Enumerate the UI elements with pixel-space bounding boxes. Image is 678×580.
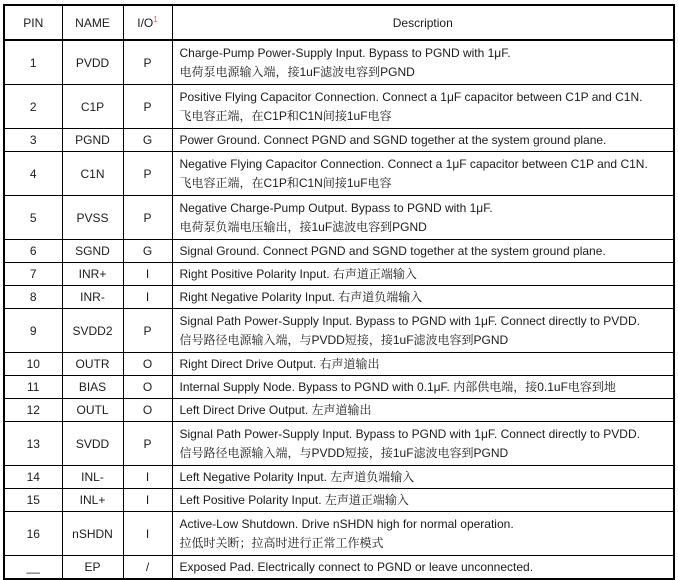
pin-cell: 6: [4, 240, 62, 263]
table-row: [4, 286, 674, 309]
description-line: 飞电容正端，在C1P和C1N间接1uF电容: [179, 175, 392, 190]
description-line: Left Positive Polarity Input. 左声道正端输入: [179, 492, 409, 507]
pin-cell: 13: [4, 422, 62, 466]
name-cell: INL-: [62, 466, 123, 489]
name-cell: BIAS: [62, 376, 123, 399]
name-cell: SGND: [62, 240, 123, 263]
io-cell: O: [123, 399, 172, 422]
table-row: [4, 376, 674, 399]
description-line: Right Direct Drive Output. 右声道输出: [179, 356, 380, 371]
pin-cell: 9: [4, 309, 62, 353]
table-row: [4, 512, 674, 556]
name-cell: PVDD: [62, 40, 123, 85]
description-line: Left Negative Polarity Input. 左声道负端输入: [179, 469, 415, 484]
table-row: [4, 489, 674, 512]
pin-cell: 7: [4, 263, 62, 286]
table-row: [4, 196, 674, 240]
description-line: 信号路径电源输入端，与PVDD短接，接1uF滤波电容到PGND: [179, 445, 509, 460]
description-cell: [172, 489, 674, 512]
pin-cell: 15: [4, 489, 62, 512]
description-cell: [172, 399, 674, 422]
description-cell: [172, 152, 674, 196]
name-cell: SVDD: [62, 422, 123, 466]
pin-cell: 14: [4, 466, 62, 489]
io-cell: O: [123, 376, 172, 399]
description-line: 电荷泵负端电压输出，接1uF滤波电容到PGND: [179, 219, 427, 234]
name-cell: INR-: [62, 286, 123, 309]
table-body: [4, 40, 674, 579]
description-cell: [172, 196, 674, 240]
description-line: Power Ground. Connect PGND and SGND together at the system ground plane.: [179, 132, 607, 147]
table-row: [4, 85, 674, 129]
pin-description-table: [3, 4, 675, 580]
description-line: Signal Path Power-Supply Input. Bypass to PGND with 1μF. Connect directly to PVDD.: [179, 313, 640, 328]
io-cell: I: [123, 286, 172, 309]
description-line: Signal Path Power-Supply Input. Bypass to PGND with 1μF. Connect directly to PVDD.: [179, 426, 640, 441]
description-cell: [172, 422, 674, 466]
name-cell: C1P: [62, 85, 123, 129]
description-cell: [172, 263, 674, 286]
col-header-description: [172, 5, 674, 40]
table-row: [4, 399, 674, 422]
name-cell: EP: [62, 556, 123, 580]
col-header-pin-label: PIN: [23, 15, 44, 30]
description-line: Right Negative Polarity Input. 右声道负端输入: [179, 289, 423, 304]
name-cell: nSHDN: [62, 512, 123, 556]
pin-cell: __: [4, 556, 62, 580]
header-row: [4, 5, 674, 40]
io-cell: I: [123, 466, 172, 489]
description-cell: [172, 466, 674, 489]
description-cell: [172, 85, 674, 129]
io-cell: /: [123, 556, 172, 580]
io-cell: P: [123, 309, 172, 353]
name-cell: INL+: [62, 489, 123, 512]
description-line: 电荷泵电源输入端，接1uF滤波电容到PGND: [179, 64, 415, 79]
pin-cell: 3: [4, 129, 62, 152]
description-line: Positive Flying Capacitor Connection. Connect a 1μF capacitor between C1P and C1N.: [179, 89, 643, 104]
table-header: [4, 5, 674, 40]
io-footnote-marker: 1: [153, 14, 158, 24]
description-line: Exposed Pad. Electrically connect to PGND or leave unconnected.: [179, 559, 534, 574]
description-line: Charge-Pump Power-Supply Input. Bypass to PGND with 1μF.: [179, 45, 511, 60]
description-cell: [172, 353, 674, 376]
col-header-io: [123, 5, 172, 40]
description-cell: [172, 556, 674, 580]
io-cell: G: [123, 240, 172, 263]
io-cell: P: [123, 196, 172, 240]
description-cell: [172, 40, 674, 85]
description-line: Active-Low Shutdown. Drive nSHDN high for normal operation.: [179, 516, 514, 531]
name-cell: OUTL: [62, 399, 123, 422]
io-cell: I: [123, 512, 172, 556]
col-header-name-label: NAME: [75, 15, 110, 30]
description-cell: [172, 286, 674, 309]
description-cell: [172, 309, 674, 353]
table-row: [4, 309, 674, 353]
col-header-pin: [4, 5, 62, 40]
table-row: [4, 556, 674, 580]
io-cell: I: [123, 263, 172, 286]
pin-cell: 5: [4, 196, 62, 240]
pin-cell: 8: [4, 286, 62, 309]
table-row: [4, 422, 674, 466]
description-line: Right Positive Polarity Input. 右声道正端输入: [179, 266, 417, 281]
name-cell: INR+: [62, 263, 123, 286]
table-row: [4, 129, 674, 152]
io-cell: G: [123, 129, 172, 152]
description-line: Signal Ground. Connect PGND and SGND together at the system ground plane.: [179, 243, 606, 258]
pin-cell: 2: [4, 85, 62, 129]
table-row: [4, 263, 674, 286]
col-header-io-label: I/O: [137, 15, 154, 30]
description-line: 飞电容正端，在C1P和C1N间接1uF电容: [179, 108, 392, 123]
io-cell: P: [123, 40, 172, 85]
description-cell: [172, 240, 674, 263]
description-cell: [172, 376, 674, 399]
table-row: [4, 152, 674, 196]
description-line: Left Direct Drive Output. 左声道输出: [179, 402, 372, 417]
io-cell: O: [123, 353, 172, 376]
description-line: Negative Flying Capacitor Connection. Connect a 1μF capacitor between C1P and C1N.: [179, 156, 648, 171]
pin-cell: 10: [4, 353, 62, 376]
name-cell: SVDD2: [62, 309, 123, 353]
io-cell: P: [123, 152, 172, 196]
description-line: 拉低时关断；拉高时进行正常工作模式: [179, 535, 384, 550]
description-line: 信号路径电源输入端，与PVDD短接，接1uF滤波电容到PGND: [179, 332, 509, 347]
pin-cell: 11: [4, 376, 62, 399]
pin-cell: 1: [4, 40, 62, 85]
description-line: Internal Supply Node. Bypass to PGND with 0.1μF. 内部供电端，接0.1uF电容到地: [179, 379, 616, 394]
col-header-description-label: Description: [392, 15, 453, 30]
table-row: [4, 353, 674, 376]
description-cell: [172, 512, 674, 556]
table-row: [4, 240, 674, 263]
table-row: [4, 466, 674, 489]
io-cell: P: [123, 85, 172, 129]
description-line: Negative Charge-Pump Output. Bypass to PGND with 1μF.: [179, 200, 493, 215]
name-cell: C1N: [62, 152, 123, 196]
io-cell: P: [123, 422, 172, 466]
name-cell: PVSS: [62, 196, 123, 240]
table-row: [4, 40, 674, 85]
pin-cell: 4: [4, 152, 62, 196]
name-cell: OUTR: [62, 353, 123, 376]
description-cell: [172, 129, 674, 152]
name-cell: PGND: [62, 129, 123, 152]
pin-cell: 12: [4, 399, 62, 422]
col-header-name: [62, 5, 123, 40]
pin-cell: 16: [4, 512, 62, 556]
io-cell: I: [123, 489, 172, 512]
